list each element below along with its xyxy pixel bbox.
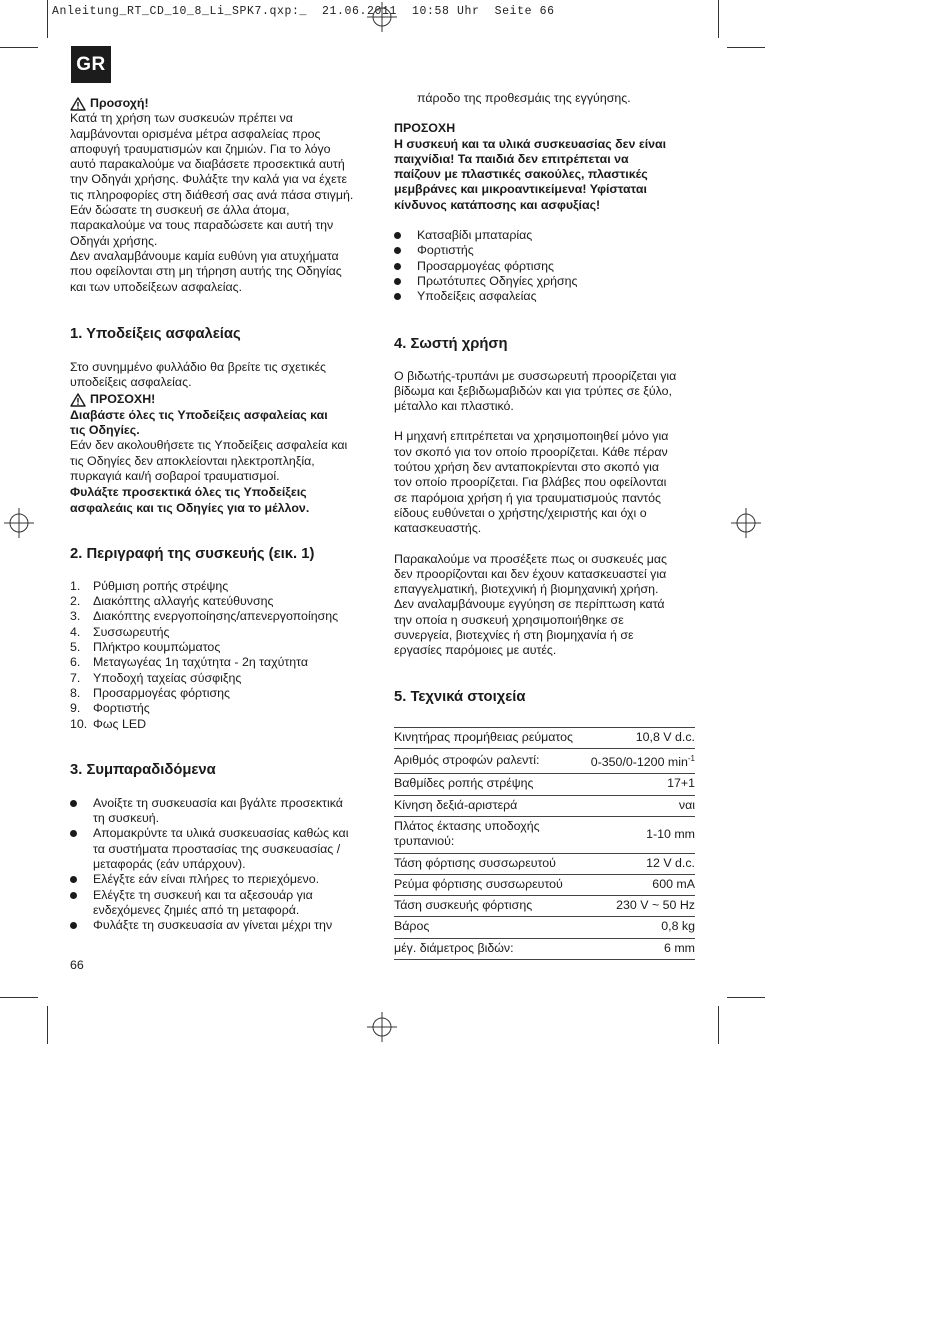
spec-value <box>591 748 695 773</box>
list-item <box>70 594 370 609</box>
text-line: είδους ευθύνεται ο χρήστης/χειριστής και όχι ο <box>394 505 647 520</box>
table-row <box>394 853 695 874</box>
unpacking-steps <box>70 796 370 934</box>
text-line: Στο συνημμένο φυλλάδιο θα βρείτε τις σχετικές <box>70 359 327 374</box>
text-line: τις πληροφορίες στη διάθεσή σας ανά πάσα στιγμή. <box>70 187 354 202</box>
text-line: Απομακρύντε τα υλικά συσκευασίας καθώς και <box>93 826 349 841</box>
spec-label: Ρεύμα φόρτισης συσσωρευτού <box>394 874 591 895</box>
spec-value: 17+1 <box>591 774 695 795</box>
warning-triangle-icon <box>70 97 86 111</box>
text-line: τα συστήματα προστασίας της συσκευασίας / <box>93 841 341 856</box>
list-item <box>70 717 370 732</box>
text-line: αποφυγή τραυματισμών και ζημιών. Για το λόγο <box>70 141 331 156</box>
caution-title: ΠΡΟΣΟΧΗ <box>394 121 456 136</box>
table-row <box>394 727 695 748</box>
text-line: την Οδηγάι χρήσης. Φυλάξτε την καλά για να έχετε <box>70 172 348 187</box>
text-line: συνεργεία, βιοτεχνίες ή στη βιομηχανία ή σε <box>394 628 634 643</box>
item-number: 6. <box>70 655 81 670</box>
text-line: σε παρόμοια χρήση ή για τραυματισμούς παντός <box>394 490 661 505</box>
text-line: Ελέγξτε τη συσκευή και τα αξεσουάρ για <box>93 887 313 902</box>
text-line: κατασκευαστής. <box>394 521 482 536</box>
list-item <box>394 289 695 304</box>
text-line: Εάν δώσατε τη συσκευή σε άλλα άτομα, <box>70 203 290 218</box>
text-line: που οφείλονται στη μη τήρηση αυτής της Οδηγίας <box>70 264 342 279</box>
caution-text <box>394 137 695 213</box>
list-item <box>394 259 695 274</box>
table-row <box>394 748 695 773</box>
item-label: Ρύθμιση ροπής στρέψης <box>93 578 229 593</box>
safety-keep-instructions <box>70 485 370 516</box>
item-number: 2. <box>70 594 81 609</box>
text-line: τη συσκευή. <box>93 811 160 826</box>
table-row <box>394 917 695 938</box>
section-heading-safety: 1. Υποδείξεις ασφαλείας <box>70 325 241 342</box>
print-file-header: Anleitung_RT_CD_10_8_Li_SPK7.qxp:_ 21.06.2011 10:58 Uhr Seite 66 <box>52 5 555 18</box>
text-line: Δεν αναλαμβάνουμε εγγύηση σε περίπτωση κατά <box>394 597 665 612</box>
intro-paragraph <box>70 111 370 249</box>
text-line: εργασίες παρόμοιες με αυτές. <box>394 643 557 658</box>
spec-label: Τάση φόρτισης συσσωρευτού <box>394 853 591 874</box>
list-item <box>394 228 695 243</box>
intro-warning-label: Προσοχή! <box>90 96 149 110</box>
proper-use-paragraph-1 <box>394 369 695 415</box>
section-heading-description: 2. Περιγραφή της συσκευής (εικ. 1) <box>70 545 315 562</box>
item-number: 7. <box>70 670 81 685</box>
list-item <box>70 655 370 670</box>
warning-triangle-icon <box>70 393 86 407</box>
item-label: Προσαρμογέας φόρτισης <box>93 685 231 700</box>
item-number: 5. <box>70 640 81 655</box>
spec-value-text: 0-350/0-1200 min <box>590 755 688 770</box>
list-item <box>70 640 370 655</box>
text-line: Η συσκευή και τα υλικά συσκευασίας δεν είναι <box>394 136 667 151</box>
text-line: την οποία η συσκευή χρησιμοποιήθηκε σε <box>394 612 624 627</box>
text-line: κίνδυνος κατάποσης και ασφυξίας! <box>394 197 601 212</box>
package-contents-list <box>394 228 695 304</box>
spec-label: Βάρος <box>394 917 591 938</box>
crop-mark <box>718 0 719 38</box>
text-line: Οδηγάι χρήσης. <box>70 233 158 248</box>
registration-mark-icon <box>367 2 397 32</box>
list-item <box>394 274 695 289</box>
text-line: ασφαλεάις και τις Οδηγίες για το μέλλον. <box>70 500 310 515</box>
item-label: Μεταγωγέας 1η ταχύτητα - 2η ταχύτητα <box>93 655 309 670</box>
item-label: Υποδοχή ταχείας σύσφιξης <box>93 670 242 685</box>
spec-label: Κινητήρας προμήθειας ρεύματος <box>394 727 591 748</box>
proper-use-paragraph-3 <box>394 552 695 659</box>
text-line: Διαβάστε όλες τις Υποδείξεις ασφαλείας και <box>70 407 328 422</box>
bullet-icon <box>394 232 401 239</box>
spec-value: 600 mA <box>591 874 695 895</box>
bullet-icon <box>70 922 77 929</box>
table-row <box>394 896 695 917</box>
text-line: τον σκοπό για τον οποίο προορίζεται. Κάθε πέραν <box>394 444 668 459</box>
text-line: υποδείξεις ασφαλείας. <box>70 375 192 390</box>
left-column <box>70 96 370 933</box>
bullet-icon <box>394 278 401 285</box>
text-line: δεν προορίζονται και δεν έχουν κατασκευαστεί για <box>394 566 667 581</box>
bullet-icon <box>394 293 401 300</box>
bullet-icon <box>70 830 77 837</box>
text-line: παιχνίδια! Τα παιδιά δεν επιτρέπεται να <box>394 151 629 166</box>
spec-value: 0,8 kg <box>591 917 695 938</box>
crop-mark <box>0 47 38 48</box>
item-number: 3. <box>70 609 81 624</box>
text-line: τούτου χρήση δεν ανταποκρίενται στο σκοπό για <box>394 460 660 475</box>
item-number: 10. <box>70 716 88 731</box>
item-label: Φως LED <box>93 716 147 731</box>
proper-use-paragraph-2 <box>394 429 695 536</box>
spec-value: 6 mm <box>591 938 695 959</box>
crop-mark <box>727 47 765 48</box>
list-item <box>70 701 370 716</box>
item-number: 8. <box>70 685 81 700</box>
text-line: Φυλάξτε τη συσκευασία αν γίνεται μέχρι την <box>93 918 333 933</box>
intro-warning-title <box>70 96 370 111</box>
spec-value-exponent: -1 <box>687 753 695 763</box>
section-heading-included: 3. Συμπαραδιδόμενα <box>70 761 216 778</box>
text-line: τον οποίο προορίζεται. Για βλάβες που οφείλονται <box>394 475 667 490</box>
spec-label: Βαθμίδες ροπής στρέψης <box>394 774 591 795</box>
text-line: και των υποδείξεων ασφαλείας. <box>70 279 243 294</box>
item-label: Προσαρμογέας φόρτισης <box>417 258 555 273</box>
crop-mark <box>718 1006 719 1044</box>
spec-value: 12 V d.c. <box>591 853 695 874</box>
spec-value: 230 V ~ 50 Hz <box>591 896 695 917</box>
item-label: Διακόπτης ενεργοποίησης/απενεργοποίησης <box>93 609 339 624</box>
list-item <box>70 625 370 640</box>
text-line: μεμβράνες και μικροαντικείμενα! Υφίσταται <box>394 182 647 197</box>
text-line: επαγγελματική, βιοτεχνική ή βιομηχανική χρήση. <box>394 582 659 597</box>
crop-mark <box>47 0 48 38</box>
spec-label: Αριθμός στροφών ραλεντί: <box>394 748 591 773</box>
text-line: παίζουν με πλαστικές σακούλες, πλαστικές <box>394 167 648 182</box>
text-line: Η μηχανή επιτρέπεται να χρησιμοποιηθεί μόνο για <box>394 429 669 444</box>
table-row <box>394 938 695 959</box>
bullet-icon <box>70 876 77 883</box>
spec-label: Πλάτος έκτασης υποδοχής τρυπανιού: <box>394 816 591 853</box>
list-item <box>70 609 370 624</box>
text-line: λαμβάνονται ορισμένα μέτρα ασφαλείας προς <box>70 126 321 141</box>
crop-mark <box>0 997 38 998</box>
text-line: Παρακαλούμε να προσέξετε πως οι συσκευές μας <box>394 551 668 566</box>
list-item <box>70 826 370 872</box>
safety-intro-text <box>70 360 370 391</box>
item-label: Φορτιστής <box>93 701 150 716</box>
text-line: παρακαλούμε να τους παραδώσετε και αυτή την <box>70 218 334 233</box>
item-label: Φορτιστής <box>417 243 474 258</box>
item-label: Κατσαβίδι μπαταρίας <box>417 228 533 243</box>
spec-label: Κίνηση δεξιά-αριστερά <box>394 795 591 816</box>
table-row <box>394 816 695 853</box>
list-item <box>70 796 370 827</box>
list-item <box>70 872 370 887</box>
list-item <box>70 918 370 933</box>
page-number: 66 <box>70 958 84 972</box>
text-line: Κατά τη χρήση των συσκευών πρέπει να <box>70 111 293 126</box>
list-item <box>70 686 370 701</box>
table-row <box>394 774 695 795</box>
item-label: Συσσωρευτής <box>93 624 170 639</box>
liability-paragraph <box>70 249 370 295</box>
item-number: 9. <box>70 701 81 716</box>
section-heading-technical-data: 5. Τεχνικά στοιχεία <box>394 688 526 705</box>
registration-mark-icon <box>4 508 34 538</box>
item-number: 4. <box>70 624 81 639</box>
list-item <box>70 671 370 686</box>
text-line: Ανοίξτε τη συσκευασία και βγάλτε προσεκτικά <box>93 795 343 810</box>
right-column <box>394 91 695 960</box>
table-row <box>394 874 695 895</box>
text-line: αυτό παρακαλούμε να διαβάσετε προσεκτικά αυτή <box>70 157 345 172</box>
registration-mark-icon <box>367 1012 397 1042</box>
crop-mark <box>727 997 765 998</box>
item-label: Υποδείξεις ασφαλείας <box>417 289 537 304</box>
text-line: τις Οδηγίες δεν αποκλείονται ηλεκτροπληξία, <box>70 453 315 468</box>
bullet-icon <box>70 892 77 899</box>
list-item <box>394 243 695 258</box>
list-item <box>70 579 370 594</box>
safety-warning-title <box>70 392 370 407</box>
language-badge: GR <box>71 46 111 83</box>
item-label: Πλήκτρο κουμπώματος <box>93 640 221 655</box>
text-line: ενδεχόμενες ζημιές από τη μεταφορά. <box>93 902 300 917</box>
bullet-icon <box>394 247 401 254</box>
safety-warning-text <box>70 438 370 484</box>
safety-warning-bold <box>70 408 370 439</box>
item-label: Διακόπτης αλλαγής κατεύθυνσης <box>93 594 274 609</box>
safety-warning-label: ΠΡΟΣΟΧΗ! <box>90 392 156 407</box>
bullet-icon <box>70 800 77 807</box>
text-line: Ο βιδωτής-τρυπάνι με συσσωρευτή προορίζεται για <box>394 368 677 383</box>
spec-value: ναι <box>591 795 695 816</box>
parts-list <box>70 579 370 732</box>
text-line: βίδωμα και ξεβιδωμαβιδών και για τρύπες σε ξύλο, <box>394 383 672 398</box>
registration-mark-icon <box>731 508 761 538</box>
spec-value: 1-10 mm <box>591 816 695 853</box>
text-line: Ελέγξτε εάν είναι πλήρες το περιεχόμενο. <box>93 872 320 887</box>
section-heading-proper-use: 4. Σωστή χρήση <box>394 335 508 352</box>
text-line: Φυλάξτε προσεκτικά όλες τις Υποδείξεις <box>70 485 307 500</box>
item-label: Πρωτότυπες Οδηγίες χρήσης <box>417 273 578 288</box>
table-row <box>394 795 695 816</box>
text-line: πυρκαγιά και/ή σοβαροί τραυματισμοί. <box>70 468 280 483</box>
text-line: τις Οδηγίες. <box>70 423 140 438</box>
text-line: μεταφοράς (εάν υπάρχουν). <box>93 856 246 871</box>
text-line: Εάν δεν ακολουθήσετε τις Υποδείξεις ασφαλεία και <box>70 438 348 453</box>
spec-value: 10,8 V d.c. <box>591 727 695 748</box>
bullet-icon <box>394 263 401 270</box>
crop-mark <box>47 1006 48 1044</box>
item-number: 1. <box>70 578 81 593</box>
spec-label: Τάση συσκευής φόρτισης <box>394 896 591 917</box>
bullet-continuation: πάροδο της προθεσμάις της εγγύησης. <box>417 91 631 105</box>
spec-label: μέγ. διάμετρος βιδών: <box>394 938 591 959</box>
list-item <box>70 888 370 919</box>
text-line: Δεν αναλαμβάνουμε καμία ευθύνη για ατυχήματα <box>70 248 339 263</box>
text-line: μέταλλο και πλαστικό. <box>394 399 514 414</box>
technical-data-table <box>394 727 695 960</box>
